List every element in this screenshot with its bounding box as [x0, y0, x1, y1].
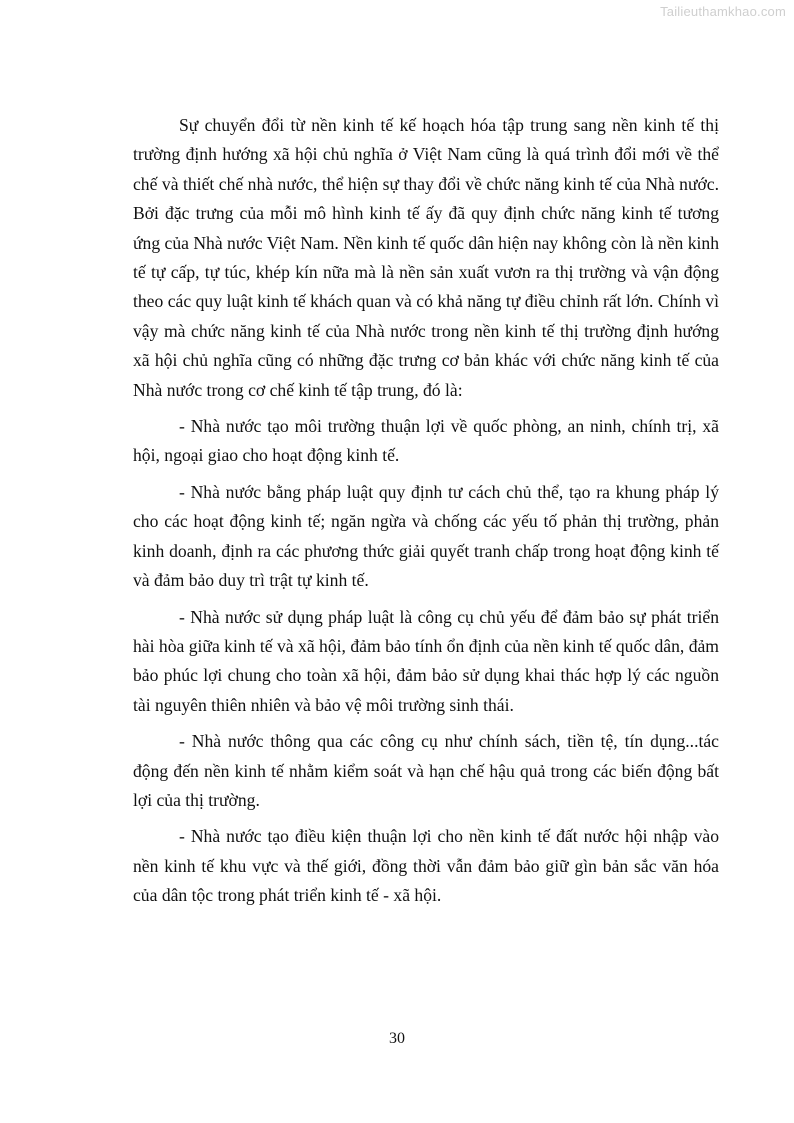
page-number: 30: [389, 1030, 405, 1047]
paragraph-bullet-3: - Nhà nước sử dụng pháp luật là công cụ chủ yếu để đảm bảo sự phát triển hài hòa giữa kinh tế và xã hội, đảm bảo tính ổn định của nền kinh tế quốc dân, đảm bảo phúc lợi chung cho toàn xã hội, đảm bảo sử dụng khai thác hợp lý các nguồn tài nguyên thiên nhiên và bảo vệ môi trường sinh thái.: [133, 606, 719, 715]
paragraph-bullet-2: - Nhà nước bằng pháp luật quy định tư cách chủ thể, tạo ra khung pháp lý cho các hoạt động kinh tế; ngăn ngừa và chống các yếu tố phản thị trường, phản kinh doanh, định ra các phương thức giải quyết tranh chấp trong hoạt động kinh tế và đảm bảo duy trì trật tự kinh tế.: [133, 481, 719, 591]
paragraph-bullet-4: - Nhà nước thông qua các công cụ như chính sách, tiền tệ, tín dụng...tác động đến nền kinh tế nhằm kiểm soát và hạn chế hậu quả trong các biến động bất lợi của thị trường.: [133, 731, 719, 810]
document-body: [133, 111, 719, 918]
paragraph-bullet-1: - Nhà nước tạo môi trường thuận lợi về quốc phòng, an ninh, chính trị, xã hội, ngoại giao cho hoạt động kinh tế.: [133, 416, 719, 466]
watermark-text: Tailieuthamkhao.com: [660, 4, 786, 19]
paragraph-intro: Sự chuyển đổi từ nền kinh tế kế hoạch hóa tập trung sang nền kinh tế thị trường định hướng xã hội chủ nghĩa ở Việt Nam cũng là quá trình đổi mới về thể chế và thiết chế nhà nước, thể hiện sự thay đổi về chức năng kinh tế của Nhà nước. Bởi đặc trưng của mỗi mô hình kinh tế ấy đã quy định chức năng kinh tế tương ứng của Nhà nước Việt Nam. Nền kinh tế quốc dân hiện nay không còn là nền kinh tế tự cấp, tự túc, khép kín nữa mà là nền sản xuất vươn ra thị trường và vận động theo các quy luật kinh tế khách quan và có khả năng tự điều chỉnh rất lớn. Chính vì vậy mà chức năng kinh tế của Nhà nước trong nền kinh tế thị trường định hướng xã hội chủ nghĩa cũng có những đặc trưng cơ bản khác với chức năng kinh tế của Nhà nước trong cơ chế kinh tế tập trung, đó là:: [133, 115, 719, 400]
paragraph-bullet-5: - Nhà nước tạo điều kiện thuận lợi cho nền kinh tế đất nước hội nhập vào nền kinh tế khu vực và thế giới, đồng thời vẫn đảm bảo giữ gìn bản sắc văn hóa của dân tộc trong phát triển kinh tế - xã hội.: [133, 826, 719, 906]
